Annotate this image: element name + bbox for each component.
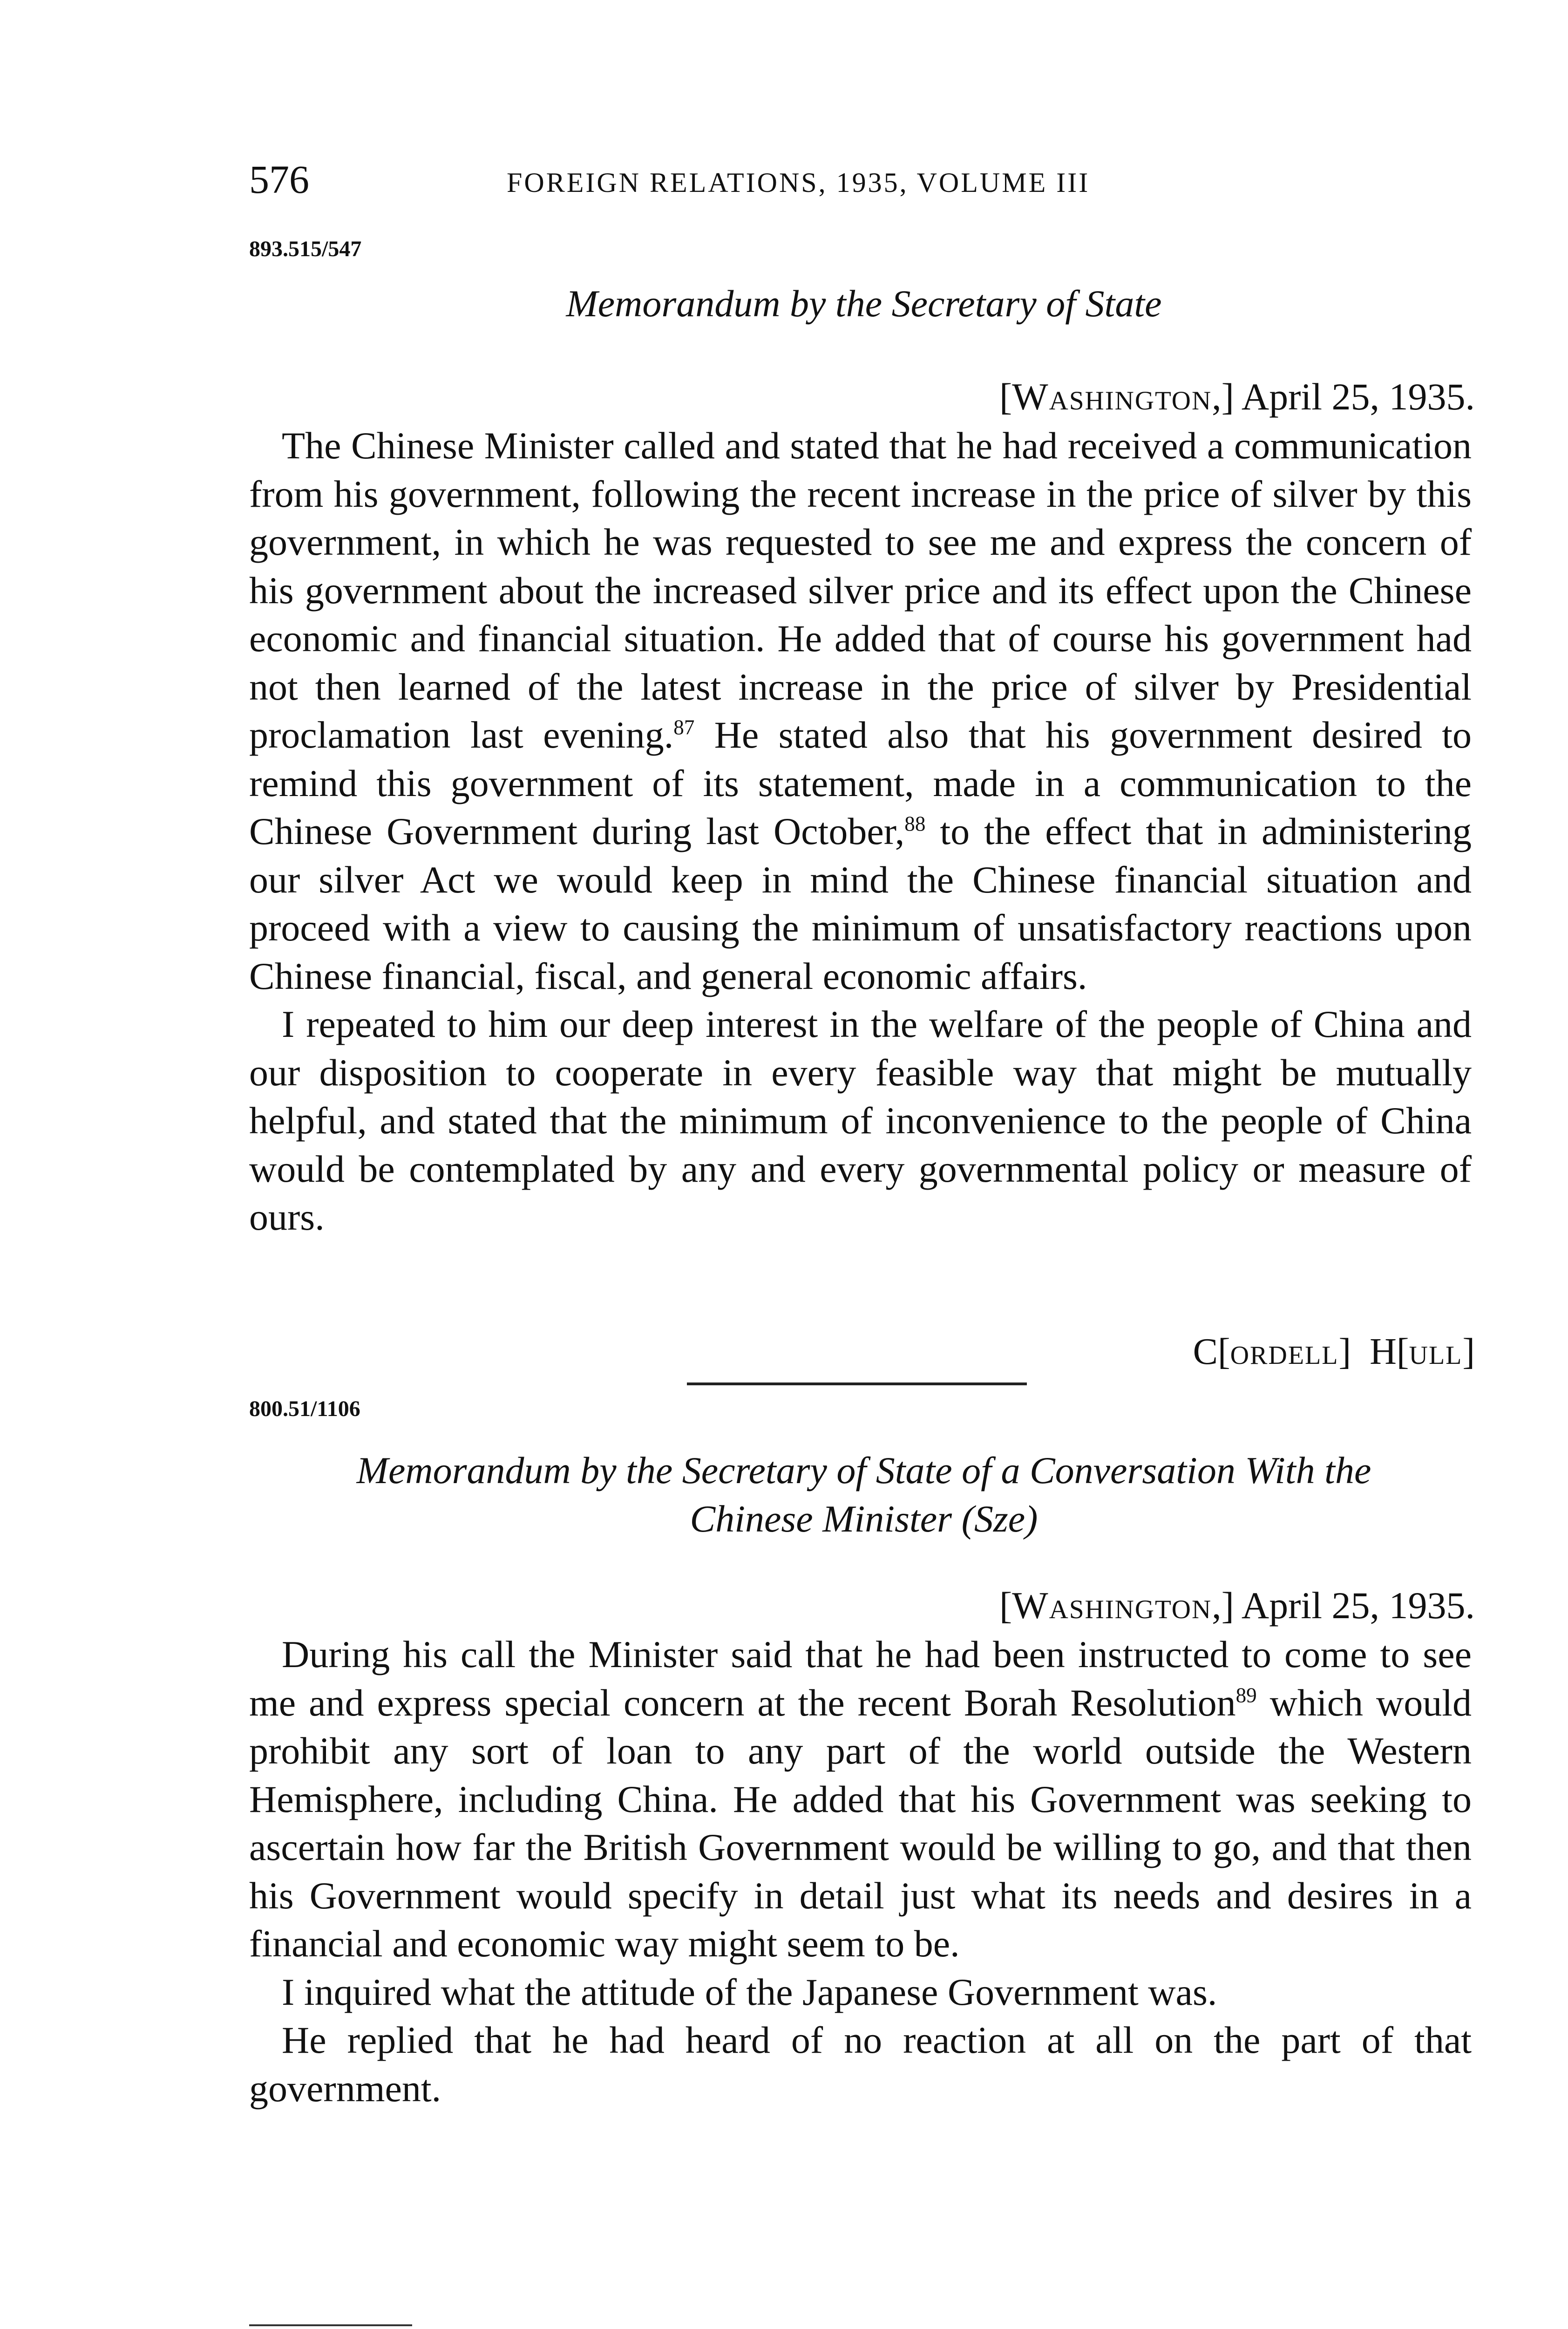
page-number: 576 <box>249 157 309 202</box>
memorandum-body <box>249 1630 1472 2112</box>
footnote-reference[interactable]: 89 <box>1235 1683 1257 1707</box>
file-number: 893.515/547 <box>249 237 362 261</box>
dateline: [Washington,] April 25, 1935. <box>999 375 1475 418</box>
memorandum-title: Memorandum by the Secretary of State <box>566 282 1162 325</box>
footnote-divider <box>249 2324 412 2326</box>
footnote-reference[interactable]: 88 <box>904 812 926 836</box>
dateline: [Washington,] April 25, 1935. <box>999 1584 1475 1627</box>
paragraph: I inquired what the attitude of the Japanese Government was. <box>282 1970 1217 2013</box>
memorandum-title: Memorandum by the Secretary of State of a Conversation With the Chinese Minister (Sze) <box>356 1449 1371 1540</box>
footnote-reference[interactable]: 87 <box>673 715 695 739</box>
running-title: FOREIGN RELATIONS, 1935, VOLUME III <box>507 167 1090 198</box>
paragraph: The Chinese Minister called and stated that he had received a communication from his government, following the recent increase in the price of silver by this government, in which he was requested to see me and express the concern of his government about the increased silver price and its effect upon the Chinese economic and financial situation. He added that of course his government had not then learned of the latest increase in the price of silver by Presidential proclamation last evening.$^{87}$ He stated also that his government desired to remind this government of its statement, made in a communication to the Chinese Government during last October,$^{88}$ to the effect that in administering our silver Act we would keep in mind the Chinese financial situation and proceed with a view to causing the minimum of unsatisfactory reactions upon Chinese financial, fiscal, and general economic affairs. <box>249 424 1472 997</box>
running-header <box>249 154 1479 205</box>
signature: C[ordell] H[ull] <box>1193 1331 1475 1372</box>
paragraph: He replied that he had heard of no reaction at all on the part of that government. <box>249 2019 1472 2110</box>
paragraph: I repeated to him our deep interest in the welfare of the people of China and our disposition to cooperate in every feasible way that might be mutually helpful, and stated that the minimum of inconvenience to the people of China would be contemplated by any and every governmental policy or measure of ours. <box>249 1003 1472 1238</box>
section-divider <box>687 1382 1027 1385</box>
memorandum-body <box>249 422 1472 1241</box>
file-number: 800.51/1106 <box>249 1396 360 1421</box>
paragraph: During his call the Minister said that he had been instructed to come to see me and express special concern at the recent Borah Resolution$^{89}$ which would prohibit any sort of loan to any part of the world outside the Western Hemisphere, including China. He added that his Government was seeking to ascertain how far the British Government would be willing to go, and that then his Government would specify in detail just what its needs and desires in a financial and economic way might seem to be. <box>249 1633 1472 1965</box>
